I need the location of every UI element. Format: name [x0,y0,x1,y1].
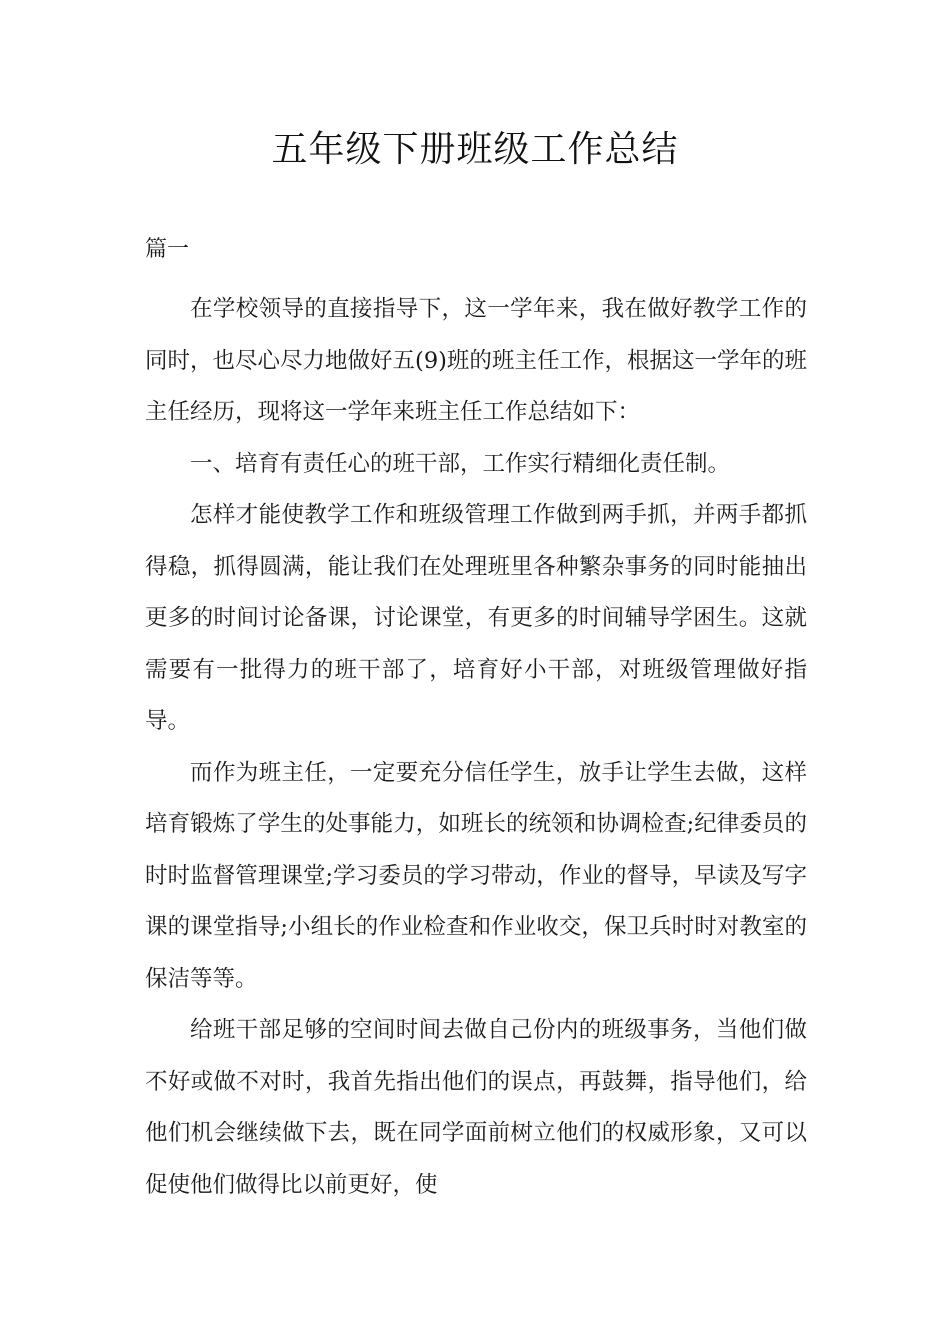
paragraph-heading-1: 一、培育有责任心的班干部，工作实行精细化责任制。 [190,450,731,477]
section-label: 篇一 [145,237,190,262]
document-title: 五年级下册班级工作总结 [271,129,679,170]
paragraph-body-3: 给班干部足够的空间时间去做自己份内的班级事务，当他们做不好或做不对时，我首先指出他们的误点，再鼓舞，指导他们，给他们机会继续做下去，既在同学面前树立他们的权威形象，又可以促使他们做得比以前更好，使 [145,1017,807,1198]
paragraph-intro: 在学校领导的直接指导下，这一学年来，我在做好教学工作的同时，也尽心尽力地做好五(9)班的班主任工作，根据这一学年的班主任经历，现将这一学年来班主任工作总结如下： [145,296,807,425]
document-body [145,284,807,1211]
paragraph-body-1: 怎样才能使教学工作和班级管理工作做到两手抓，并两手都抓得稳，抓得圆满，能让我们在处理班里各种繁杂事务的同时能抽出更多的时间讨论备课，讨论课堂，有更多的时间辅导学困生。这就需要有一批得力的班干部了，培育好小干部，对班级管理做好指导。 [145,502,807,734]
paragraph-body-2: 而作为班主任，一定要充分信任学生，放手让学生去做，这样培育锻炼了学生的处事能力，如班长的统领和协调检查;纪律委员的时时监督管理课堂;学习委员的学习带动，作业的督导，早读及写字课的课堂指导;小组长的作业检查和作业收交，保卫兵时时对教室的保洁等等。 [145,759,807,992]
